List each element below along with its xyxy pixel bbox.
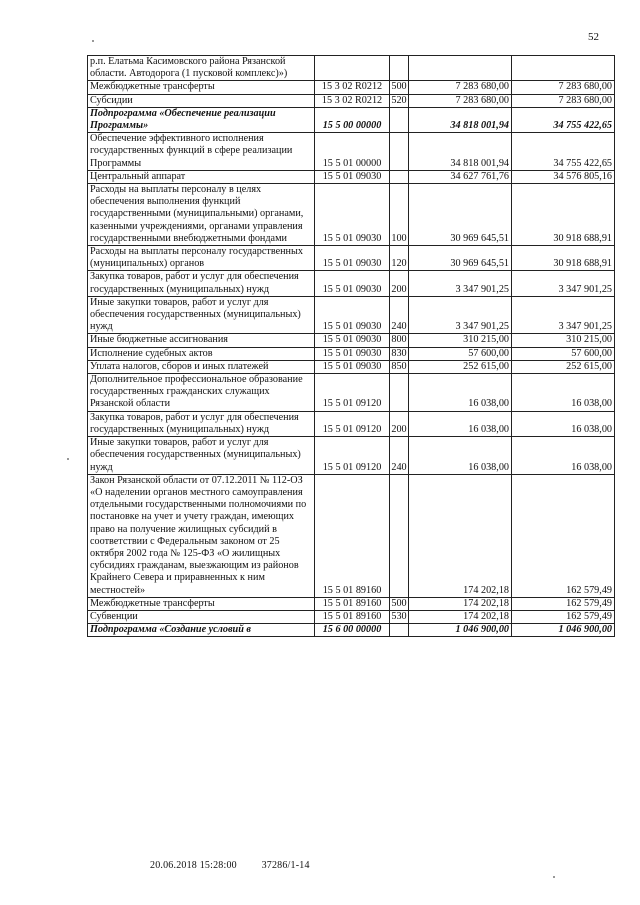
cell-vr bbox=[390, 374, 409, 412]
cell-name: Закупка товаров, работ и услуг для обеспечения государственных (муниципальных) нужд bbox=[88, 271, 315, 296]
cell-code: 15 5 01 89160 bbox=[315, 610, 390, 623]
table-row bbox=[88, 170, 615, 183]
cell-sum1 bbox=[409, 56, 512, 81]
footer-datetime: 20.06.2018 15:28:00 bbox=[150, 860, 237, 871]
table-row bbox=[88, 334, 615, 347]
cell-sum2: 57 600,00 bbox=[512, 347, 615, 360]
cell-code: 15 5 01 89160 bbox=[315, 597, 390, 610]
cell-vr: 500 bbox=[391, 597, 407, 609]
table-row bbox=[88, 624, 615, 637]
table-row bbox=[88, 437, 615, 475]
cell-vr bbox=[390, 624, 409, 637]
cell-sum2: 1 046 900,00 bbox=[512, 624, 615, 637]
cell-sum1: 7 283 680,00 bbox=[409, 81, 512, 94]
cell-sum2: 34 755 422,65 bbox=[512, 107, 615, 132]
table-row bbox=[88, 474, 615, 597]
cell-code: 15 5 01 09030 bbox=[315, 184, 390, 246]
cell-name: Субвенции bbox=[88, 610, 315, 623]
cell-code: 15 5 01 09030 bbox=[315, 246, 390, 271]
cell-vr: 100 bbox=[390, 184, 409, 246]
cell-name: Подпрограмма «Создание условий в bbox=[88, 624, 315, 637]
cell-sum1: 16 038,00 bbox=[409, 374, 512, 412]
footer-doc-id: 37286/1-14 bbox=[261, 860, 310, 871]
cell-code: 15 5 01 09030 bbox=[315, 347, 390, 360]
cell-vr: 200 bbox=[390, 271, 409, 296]
table-row bbox=[88, 271, 615, 296]
cell-vr: 500 bbox=[391, 81, 407, 93]
cell-vr: 520 bbox=[391, 94, 407, 106]
cell-sum2: 162 579,49 bbox=[512, 474, 615, 597]
cell-vr: 800 bbox=[391, 334, 407, 346]
cell-sum2: 7 283 680,00 bbox=[512, 81, 615, 94]
table-row bbox=[88, 246, 615, 271]
cell-sum2: 34 576 805,16 bbox=[512, 170, 615, 183]
cell-sum2: 252 615,00 bbox=[512, 360, 615, 373]
cell-name: Расходы на выплаты персоналу в целях обеспечения выполнения функций государственными (муниципальными) органами, казенными учреждениями, органами управления государственными внебюджетными фондами bbox=[88, 184, 315, 246]
scan-speck bbox=[67, 458, 69, 460]
cell-code: 15 5 01 09030 bbox=[315, 334, 390, 347]
cell-sum1: 34 818 001,94 bbox=[409, 107, 512, 132]
cell-sum1: 30 969 645,51 bbox=[409, 184, 512, 246]
cell-name: р.п. Елатьма Касимовского района Рязанской области. Автодорога (1 пусковой комплекс)») bbox=[88, 56, 315, 81]
cell-code bbox=[315, 56, 390, 81]
cell-name: Закупка товаров, работ и услуг для обеспечения государственных (муниципальных) нужд bbox=[88, 411, 315, 436]
cell-name: Подпрограмма «Обеспечение реализации Программы» bbox=[88, 107, 315, 132]
cell-code: 15 3 02 R0212 bbox=[315, 81, 390, 94]
cell-name: Закон Рязанской области от 07.12.2011 № 112-ОЗ «О наделении органов местного самоуправления отдельными государственными полномочиями по постановке на учет и учету граждан, имеющих право на получение жилищных субсидий в соответствии с Федеральным законом от 25 октября 2002 года № 125-ФЗ «О жилищных субсидиях гражданам, выезжающим из районов Крайнего Севера и приравненных к ним местностей» bbox=[88, 474, 315, 597]
cell-code: 15 5 01 09120 bbox=[315, 374, 390, 412]
table-row bbox=[88, 347, 615, 360]
cell-sum1: 16 038,00 bbox=[409, 437, 512, 475]
cell-sum2: 162 579,49 bbox=[512, 610, 615, 623]
scan-speck bbox=[92, 40, 94, 42]
cell-name: Уплата налогов, сборов и иных платежей bbox=[88, 360, 315, 373]
cell-vr: 200 bbox=[390, 411, 409, 436]
cell-sum1: 310 215,00 bbox=[409, 334, 512, 347]
cell-sum1: 57 600,00 bbox=[409, 347, 512, 360]
cell-vr: 240 bbox=[390, 296, 409, 334]
cell-sum2: 162 579,49 bbox=[512, 597, 615, 610]
budget-table-body bbox=[88, 56, 615, 637]
table-row bbox=[88, 94, 615, 107]
cell-name: Иные бюджетные ассигнования bbox=[88, 334, 315, 347]
table-row bbox=[88, 360, 615, 373]
cell-sum2: 30 918 688,91 bbox=[512, 246, 615, 271]
table-row bbox=[88, 296, 615, 334]
table-row bbox=[88, 56, 615, 81]
cell-name: Центральный аппарат bbox=[88, 170, 315, 183]
cell-vr bbox=[390, 107, 409, 132]
cell-sum1: 174 202,18 bbox=[409, 474, 512, 597]
cell-vr: 850 bbox=[391, 360, 407, 372]
cell-code: 15 5 01 09030 bbox=[315, 360, 390, 373]
cell-name: Дополнительное профессиональное образование государственных гражданских служащих Рязанской области bbox=[88, 374, 315, 412]
cell-sum1: 174 202,18 bbox=[409, 597, 512, 610]
cell-sum2 bbox=[512, 56, 615, 81]
cell-sum1: 34 818 001,94 bbox=[409, 133, 512, 171]
cell-sum1: 7 283 680,00 bbox=[409, 94, 512, 107]
cell-sum1: 1 046 900,00 bbox=[409, 624, 512, 637]
cell-sum2: 16 038,00 bbox=[512, 411, 615, 436]
cell-code: 15 5 01 00000 bbox=[315, 133, 390, 171]
cell-code: 15 6 00 00000 bbox=[315, 624, 390, 637]
table-row bbox=[88, 107, 615, 132]
cell-vr: 120 bbox=[390, 246, 409, 271]
cell-sum1: 3 347 901,25 bbox=[409, 271, 512, 296]
table-row bbox=[88, 184, 615, 246]
table-row bbox=[88, 610, 615, 623]
cell-sum2: 16 038,00 bbox=[512, 437, 615, 475]
footer bbox=[150, 860, 332, 871]
table-row bbox=[88, 81, 615, 94]
cell-vr: 830 bbox=[391, 347, 407, 359]
cell-name: Субсидии bbox=[88, 94, 315, 107]
cell-code: 15 5 01 09030 bbox=[315, 170, 390, 183]
cell-name: Иные закупки товаров, работ и услуг для обеспечения государственных (муниципальных) нужд bbox=[88, 437, 315, 475]
cell-sum1: 16 038,00 bbox=[409, 411, 512, 436]
cell-vr: 530 bbox=[391, 610, 407, 622]
cell-code: 15 5 01 09030 bbox=[315, 296, 390, 334]
cell-name: Расходы на выплаты персоналу государственных (муниципальных) органов bbox=[88, 246, 315, 271]
table-row bbox=[88, 411, 615, 436]
cell-code: 15 5 01 09120 bbox=[315, 437, 390, 475]
cell-sum2: 3 347 901,25 bbox=[512, 296, 615, 334]
cell-sum2: 3 347 901,25 bbox=[512, 271, 615, 296]
cell-name: Исполнение судебных актов bbox=[88, 347, 315, 360]
cell-name: Межбюджетные трансферты bbox=[88, 81, 315, 94]
cell-sum1: 174 202,18 bbox=[409, 610, 512, 623]
cell-sum1: 3 347 901,25 bbox=[409, 296, 512, 334]
cell-vr: 240 bbox=[390, 437, 409, 475]
table-row bbox=[88, 597, 615, 610]
cell-sum2: 310 215,00 bbox=[512, 334, 615, 347]
cell-sum2: 7 283 680,00 bbox=[512, 94, 615, 107]
cell-sum1: 252 615,00 bbox=[409, 360, 512, 373]
cell-code: 15 5 00 00000 bbox=[315, 107, 390, 132]
table-row bbox=[88, 374, 615, 412]
cell-sum2: 34 755 422,65 bbox=[512, 133, 615, 171]
cell-name: Межбюджетные трансферты bbox=[88, 597, 315, 610]
table-row bbox=[88, 133, 615, 171]
cell-sum1: 34 627 761,76 bbox=[409, 170, 512, 183]
cell-vr bbox=[390, 474, 409, 597]
cell-sum2: 16 038,00 bbox=[512, 374, 615, 412]
cell-vr bbox=[390, 56, 409, 81]
scan-speck bbox=[553, 876, 555, 878]
cell-name: Иные закупки товаров, работ и услуг для обеспечения государственных (муниципальных) нужд bbox=[88, 296, 315, 334]
cell-code: 15 5 01 89160 bbox=[315, 474, 390, 597]
cell-name: Обеспечение эффективного исполнения государственных функций в сфере реализации Программы bbox=[88, 133, 315, 171]
cell-code: 15 5 01 09030 bbox=[315, 271, 390, 296]
cell-sum1: 30 969 645,51 bbox=[409, 246, 512, 271]
cell-sum2: 30 918 688,91 bbox=[512, 184, 615, 246]
cell-vr bbox=[390, 170, 409, 183]
page-number: 52 bbox=[588, 31, 599, 43]
budget-table bbox=[87, 55, 615, 637]
cell-vr bbox=[390, 133, 409, 171]
cell-code: 15 3 02 R0212 bbox=[315, 94, 390, 107]
cell-code: 15 5 01 09120 bbox=[315, 411, 390, 436]
